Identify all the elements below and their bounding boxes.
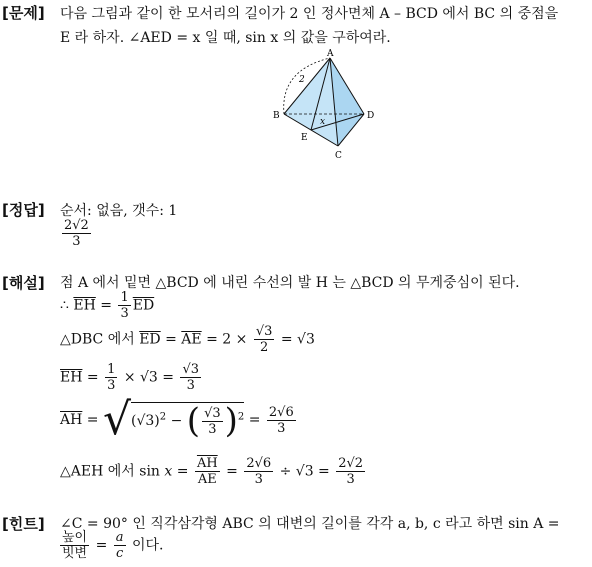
problem-tag: [문제] bbox=[2, 4, 45, 22]
angle-x-label: x bbox=[320, 117, 326, 127]
tetrahedron-figure bbox=[270, 48, 390, 163]
hint-line1: ∠C = 90° 인 직각삼각형 ABC 의 대변의 길이를 각각 a, b, c 라고 하면 sin A = bbox=[60, 516, 560, 532]
edge-length-label: 2 bbox=[299, 75, 305, 85]
hint-line2: $\frac{\text{높이}}{\text{빗변}}$ = $\frac{a}{c}$ 이다. bbox=[62, 530, 164, 561]
solution-line2: ∴ $\overline{EH}$ = $\frac{1}{3}$ $\overline{ED}$ bbox=[60, 290, 155, 321]
solution-section bbox=[0, 270, 592, 505]
solution-line5: $\overline{AH} = √(√3)^2$ − ( $\frac{√3}{3}$ )$^2$ = $\frac{2√6}{3}$ bbox=[60, 394, 294, 445]
answer-section bbox=[0, 196, 592, 264]
answer-tag: [정답] bbox=[2, 201, 45, 219]
hint-tag: [힌트] bbox=[2, 515, 45, 533]
solution-line4: $\overline{EH}$ = $\frac{1}{3}$ × √3 = $\frac{√3}{3}$ bbox=[60, 362, 200, 393]
solution-line6: △AEH 에서 sin x = $\frac{\overline{AH}}{AE}$ = $\frac{2√6}{3}$ ÷ √3 = $\frac{2√2}{3}$ bbox=[60, 456, 364, 487]
solution-line3: △DBC 에서 $\overline{ED} = \overline{AE} = 2$ × $\frac{√3}{2}$ = √3 bbox=[60, 324, 315, 355]
solution-tag: [해설] bbox=[2, 274, 45, 292]
vertex-a-label: A bbox=[327, 49, 334, 59]
vertex-c-label: C bbox=[335, 151, 342, 161]
problem-text-line2: E 라 하자. ∠AED = x 일 때, sin x 의 값을 구하여라. bbox=[60, 30, 391, 46]
solution-line1: 점 A 에서 밑면 △BCD 에 내린 수선의 발 H 는 △BCD 의 무게중심이 된다. bbox=[60, 275, 520, 291]
answer-fraction: $\frac{2√2}{3}$ bbox=[64, 218, 89, 249]
answer-text: 순서: 없음, 갯수: 1 bbox=[60, 203, 178, 219]
vertex-e-label: E bbox=[301, 133, 308, 143]
vertex-d-label: D bbox=[367, 111, 375, 121]
vertex-b-label: B bbox=[273, 111, 280, 121]
problem-text-line1: 다음 그림과 같이 한 모서리의 길이가 2 인 정사면체 A – BCD 에서 BC 의 중점을 bbox=[60, 6, 559, 22]
hint-section bbox=[0, 508, 592, 567]
problem-section bbox=[0, 0, 592, 175]
